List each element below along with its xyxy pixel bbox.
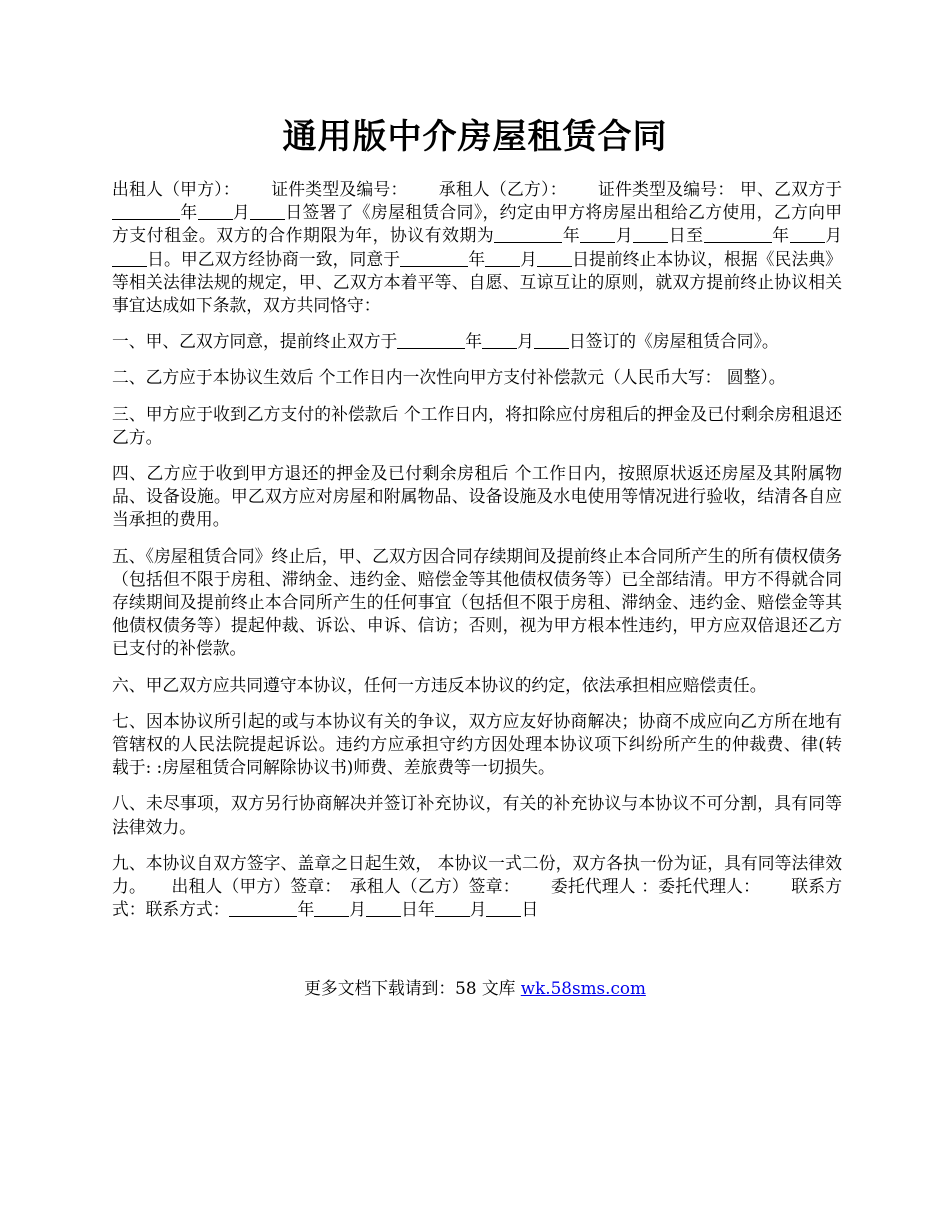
clause-4: 四、乙方应于收到甲方退还的押金及已付剩余房租后 个工作日内，按照原状返还房屋及其附属物品、设备设施。甲乙双方应对房屋和附属物品、设备设施及水电使用等情况进行验收，结清各自应当承担的费用。	[112, 463, 842, 530]
clause-9: 九、本协议自双方签字、盖章之日起生效， 本协议一式二份，双方各执一份为证，具有同等法律效力。 出租人（甲方）签章： 承租人（乙方）签章： 委托代理人 ：委托代理人： 联系方式：联系方式： 年 月 日年 月 日	[112, 852, 842, 920]
blank-line	[486, 899, 521, 918]
footer-link[interactable]: wk.58sms.com	[520, 978, 646, 998]
blank-line	[482, 331, 517, 350]
footer-prefix: 更多文档下载请到：58 文库	[304, 978, 521, 998]
blank-line	[537, 248, 572, 267]
blank-line	[790, 225, 825, 244]
blank-line	[397, 331, 465, 350]
clause-8: 八、未尽事项，双方另行协商解决并签订补充协议，有关的补充协议与本协议不可分割，具有同等法律效力。	[112, 793, 842, 837]
document-body	[112, 178, 842, 934]
clause-6: 六、甲乙双方应共同遵守本协议，任何一方违反本协议的约定，依法承担相应赔偿责任。	[112, 674, 767, 695]
blank-line	[580, 225, 615, 244]
blank-line	[314, 899, 349, 918]
blank-line	[534, 331, 569, 350]
blank-line	[494, 225, 562, 244]
download-footer	[0, 977, 950, 1000]
blank-line	[250, 202, 285, 221]
blank-line	[435, 899, 470, 918]
clause-3: 三、甲方应于收到乙方支付的补偿款后 个工作日内，将扣除应付房租后的押金及已付剩余房租退还乙方。	[112, 403, 842, 447]
blank-line	[485, 248, 520, 267]
intro-party-line: 出租人（甲方）： 证件类型及编号： 承租人（乙方）： 证件类型及编号：	[112, 179, 735, 199]
clause-2: 二、乙方应于本协议生效后 个工作日内一次性向甲方支付补偿款元（人民币大写： 圆整）。	[112, 367, 786, 388]
clause-1: 一、甲、乙双方同意，提前终止双方于 年 月 日签订的《房屋租赁合同》。	[112, 331, 779, 352]
blank-line	[198, 202, 233, 221]
clause-7: 七、因本协议所引起的或与本协议有关的争议，双方应友好协商解决；协商不成应向乙方所在地有管辖权的人民法院提起诉讼。违约方应承担守约方因处理本协议项下纠纷所产生的仲裁费、律(转 载于: :房屋租赁合同解除协议书)师费、差旅费等一切损失。	[112, 710, 842, 778]
blank-line	[633, 225, 668, 244]
clause-5: 五、《房屋租赁合同》终止后，甲、乙双方因合同存续期间及提前终止本合同所产生的所有债权债务（包括但不限于房租、滞纳金、违约金、赔偿金等其他债权债务等）已全部结清。甲方不得就合同存续期间及提前终止本合同所产生的任何事宜（包括但不限于房租、滞纳金、违约金、赔偿金等其他债权债务等）提起仲裁、诉讼、申诉、信访；否则，视为甲方根本性违约，甲方应双倍退还乙方已支付的补偿款。	[112, 545, 842, 659]
intro-paragraph: 出租人（甲方）： 证件类型及编号： 承租人（乙方）： 证件类型及编号： 甲、乙双方于年 月 日签署了《房屋租赁合同》，约定由甲方将房屋出租给乙方使用，乙方向甲方支付租金。双方的合作期限为年，协议有效期为 年 月 日至 年 月日。甲乙双方经协商一致，同意于 年 月 日提前终止本协议，根据《民法典》等相关法律法规的规定，甲、乙双方本着平等、自愿、互谅互让的原则，就双方提前终止协议相关事宜达成如下条款，双方共同恪守：	[112, 179, 842, 316]
blank-line	[229, 899, 297, 918]
blank-line	[112, 202, 180, 221]
blank-line	[400, 248, 468, 267]
document-title: 通用版中介房屋租赁合同	[282, 117, 668, 157]
blank-line	[112, 248, 147, 267]
blank-line	[704, 225, 772, 244]
blank-line	[366, 899, 401, 918]
